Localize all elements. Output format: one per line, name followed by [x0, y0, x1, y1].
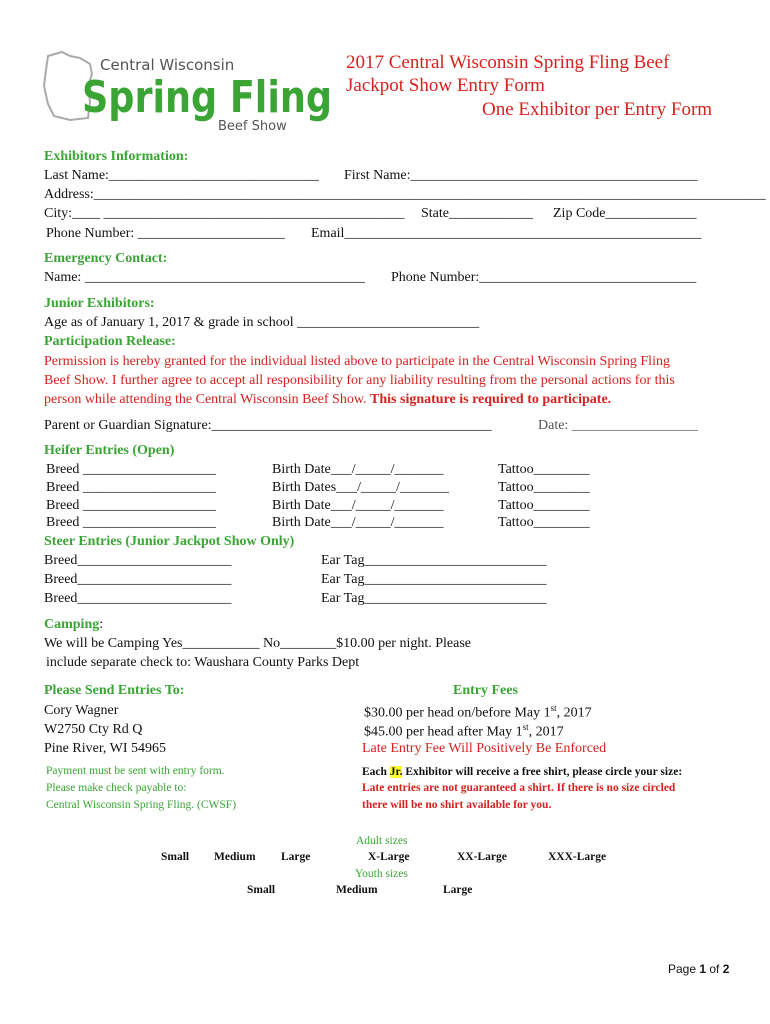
address-field[interactable]: Address:________________________________________________________________________________________________	[44, 187, 766, 202]
adult-sizes-label: Adult sizes	[356, 835, 408, 847]
age-grade-field[interactable]: Age as of January 1, 2017 & grade in school __________________________	[44, 315, 480, 330]
signature-date-field[interactable]: Date: __________________	[538, 418, 698, 433]
page-total: 2	[722, 962, 730, 976]
shirt-late-note-1: Late entries are not guaranteed a shirt. If there is no size circled	[362, 782, 676, 794]
adult-size-option[interactable]: Medium	[214, 851, 256, 863]
adult-size-option[interactable]: XXX-Large	[548, 851, 607, 863]
exhibitor-heading: Exhibitors Information:	[44, 149, 189, 164]
release-text-line2: Beef Show. I further agree to accept all responsibility for any liability resulting from the personal actions for this	[44, 373, 675, 388]
release-heading: Participation Release:	[44, 334, 176, 349]
heifer-tattoo-field[interactable]: Tattoo________	[498, 462, 590, 477]
entry-fees-heading: Entry Fees	[453, 683, 518, 698]
page-number	[668, 962, 729, 976]
heifer-birth-field[interactable]: Birth Date___/_____/_______	[272, 462, 444, 477]
send-name: Cory Wagner	[44, 703, 119, 718]
guardian-signature-field[interactable]: Parent or Guardian Signature:________________________________________	[44, 418, 492, 433]
steer-heading: Steer Entries (Junior Jackpot Show Only)	[44, 534, 295, 549]
page-of: of	[706, 962, 723, 976]
fee-early-sup: st	[550, 703, 557, 713]
heifer-heading: Heifer Entries (Open)	[44, 443, 175, 458]
camping-heading-colon: :	[99, 617, 104, 632]
release-text-line1: Permission is hereby granted for the individual listed above to participate in the Central Wisconsin Spring Fling	[44, 354, 670, 369]
late-fee-warning: Late Entry Fee Will Positively Be Enforced	[362, 741, 607, 756]
adult-size-option[interactable]: X-Large	[368, 851, 410, 863]
send-city: Pine River, WI 54965	[44, 741, 167, 756]
page-prefix: Page	[668, 962, 700, 976]
youth-size-option[interactable]: Small	[247, 884, 276, 896]
adult-size-option[interactable]: XX-Large	[457, 851, 507, 863]
youth-size-option[interactable]: Large	[443, 884, 473, 896]
heifer-breed-field[interactable]: Breed ___________________	[46, 462, 216, 477]
adult-size-option[interactable]: Large	[281, 851, 311, 863]
zip-field[interactable]: Zip Code_____________	[553, 206, 697, 221]
youth-sizes-label: Youth sizes	[355, 868, 408, 880]
fee-late	[364, 722, 564, 741]
steer-eartag-field[interactable]: Ear Tag__________________________	[321, 553, 547, 568]
release-text-line3-plain: person while attending the Central Wisconsin Beef Show.	[44, 392, 371, 407]
logo-bottom-text: Beef Show	[218, 119, 287, 134]
heifer-breed-field[interactable]: Breed ___________________	[46, 498, 216, 513]
fee-early-year: , 2017	[556, 705, 592, 721]
steer-breed-field[interactable]: Breed______________________	[44, 553, 232, 568]
heifer-tattoo-field[interactable]: Tattoo________	[498, 515, 590, 530]
shirt-note	[362, 766, 682, 778]
steer-eartag-field[interactable]: Ear Tag__________________________	[321, 572, 547, 587]
shirt-late-note-2: there will be no shirt available for you.	[362, 799, 552, 811]
fee-early-text: $30.00 per head on/before May 1	[364, 705, 551, 721]
payment-note-2: Please make check payable to:	[46, 782, 187, 794]
shirt-note-rest: Exhibitor will receive a free shirt, please circle your size:	[402, 766, 683, 778]
last-name-field[interactable]: Last Name:______________________________	[44, 168, 319, 183]
state-field[interactable]: State____________	[421, 206, 533, 221]
heifer-tattoo-field[interactable]: Tattoo________	[498, 480, 590, 495]
form-title-line2: Jackpot Show Entry Form	[346, 75, 545, 96]
release-required-note: This signature is required to participate.	[370, 392, 612, 407]
emergency-name-field[interactable]: Name: ________________________________________	[44, 270, 365, 285]
fee-early	[364, 703, 592, 722]
phone-field[interactable]: Phone Number: _____________________	[46, 226, 285, 241]
email-field[interactable]: Email___________________________________________________	[311, 226, 702, 241]
release-text-line3	[44, 392, 611, 408]
send-entries-heading: Please Send Entries To:	[44, 683, 185, 698]
camping-heading-label: Camping	[44, 617, 100, 632]
shirt-note-jr-highlight: Jr.	[389, 766, 403, 778]
form-title-line1: 2017 Central Wisconsin Spring Fling Beef	[346, 52, 670, 73]
logo-top-text: Central Wisconsin	[100, 56, 235, 74]
payment-note-1: Payment must be sent with entry form.	[46, 765, 225, 777]
adult-size-option[interactable]: Small	[161, 851, 190, 863]
first-name-field[interactable]: First Name:_________________________________________	[344, 168, 698, 183]
heifer-birth-field[interactable]: Birth Date___/_____/_______	[272, 515, 444, 530]
emergency-heading: Emergency Contact:	[44, 251, 168, 266]
emergency-phone-field[interactable]: Phone Number:_______________________________	[391, 270, 697, 285]
youth-size-option[interactable]: Medium	[336, 884, 378, 896]
junior-heading: Junior Exhibitors:	[44, 296, 155, 311]
camping-heading	[44, 617, 103, 633]
heifer-birth-field[interactable]: Birth Date___/_____/_______	[272, 498, 444, 513]
steer-breed-field[interactable]: Breed______________________	[44, 591, 232, 606]
heifer-tattoo-field[interactable]: Tattoo________	[498, 498, 590, 513]
camping-choice-field[interactable]: We will be Camping Yes___________ No________$10.00 per night. Please	[44, 636, 472, 651]
fee-late-sup: st	[522, 722, 529, 732]
heifer-breed-field[interactable]: Breed ___________________	[46, 480, 216, 495]
form-subtitle: One Exhibitor per Entry Form	[482, 99, 713, 120]
city-field[interactable]: City:____ ___________________________________________	[44, 206, 405, 221]
shirt-note-each: Each	[362, 766, 390, 778]
logo-main-text: Spring Fling	[82, 72, 332, 123]
payment-note-3: Central Wisconsin Spring Fling. (CWSF)	[46, 799, 237, 811]
steer-eartag-field[interactable]: Ear Tag__________________________	[321, 591, 547, 606]
send-street: W2750 Cty Rd Q	[44, 722, 143, 737]
heifer-breed-field[interactable]: Breed ___________________	[46, 515, 216, 530]
page-current: 1	[699, 962, 707, 976]
spring-fling-logo	[40, 46, 340, 136]
camping-check-note: include separate check to: Waushara County Parks Dept	[46, 655, 360, 670]
fee-late-text: $45.00 per head after May 1	[364, 724, 523, 740]
steer-breed-field[interactable]: Breed______________________	[44, 572, 232, 587]
heifer-birth-field[interactable]: Birth Dates___/_____/_______	[272, 480, 449, 495]
fee-late-year: , 2017	[528, 724, 564, 740]
